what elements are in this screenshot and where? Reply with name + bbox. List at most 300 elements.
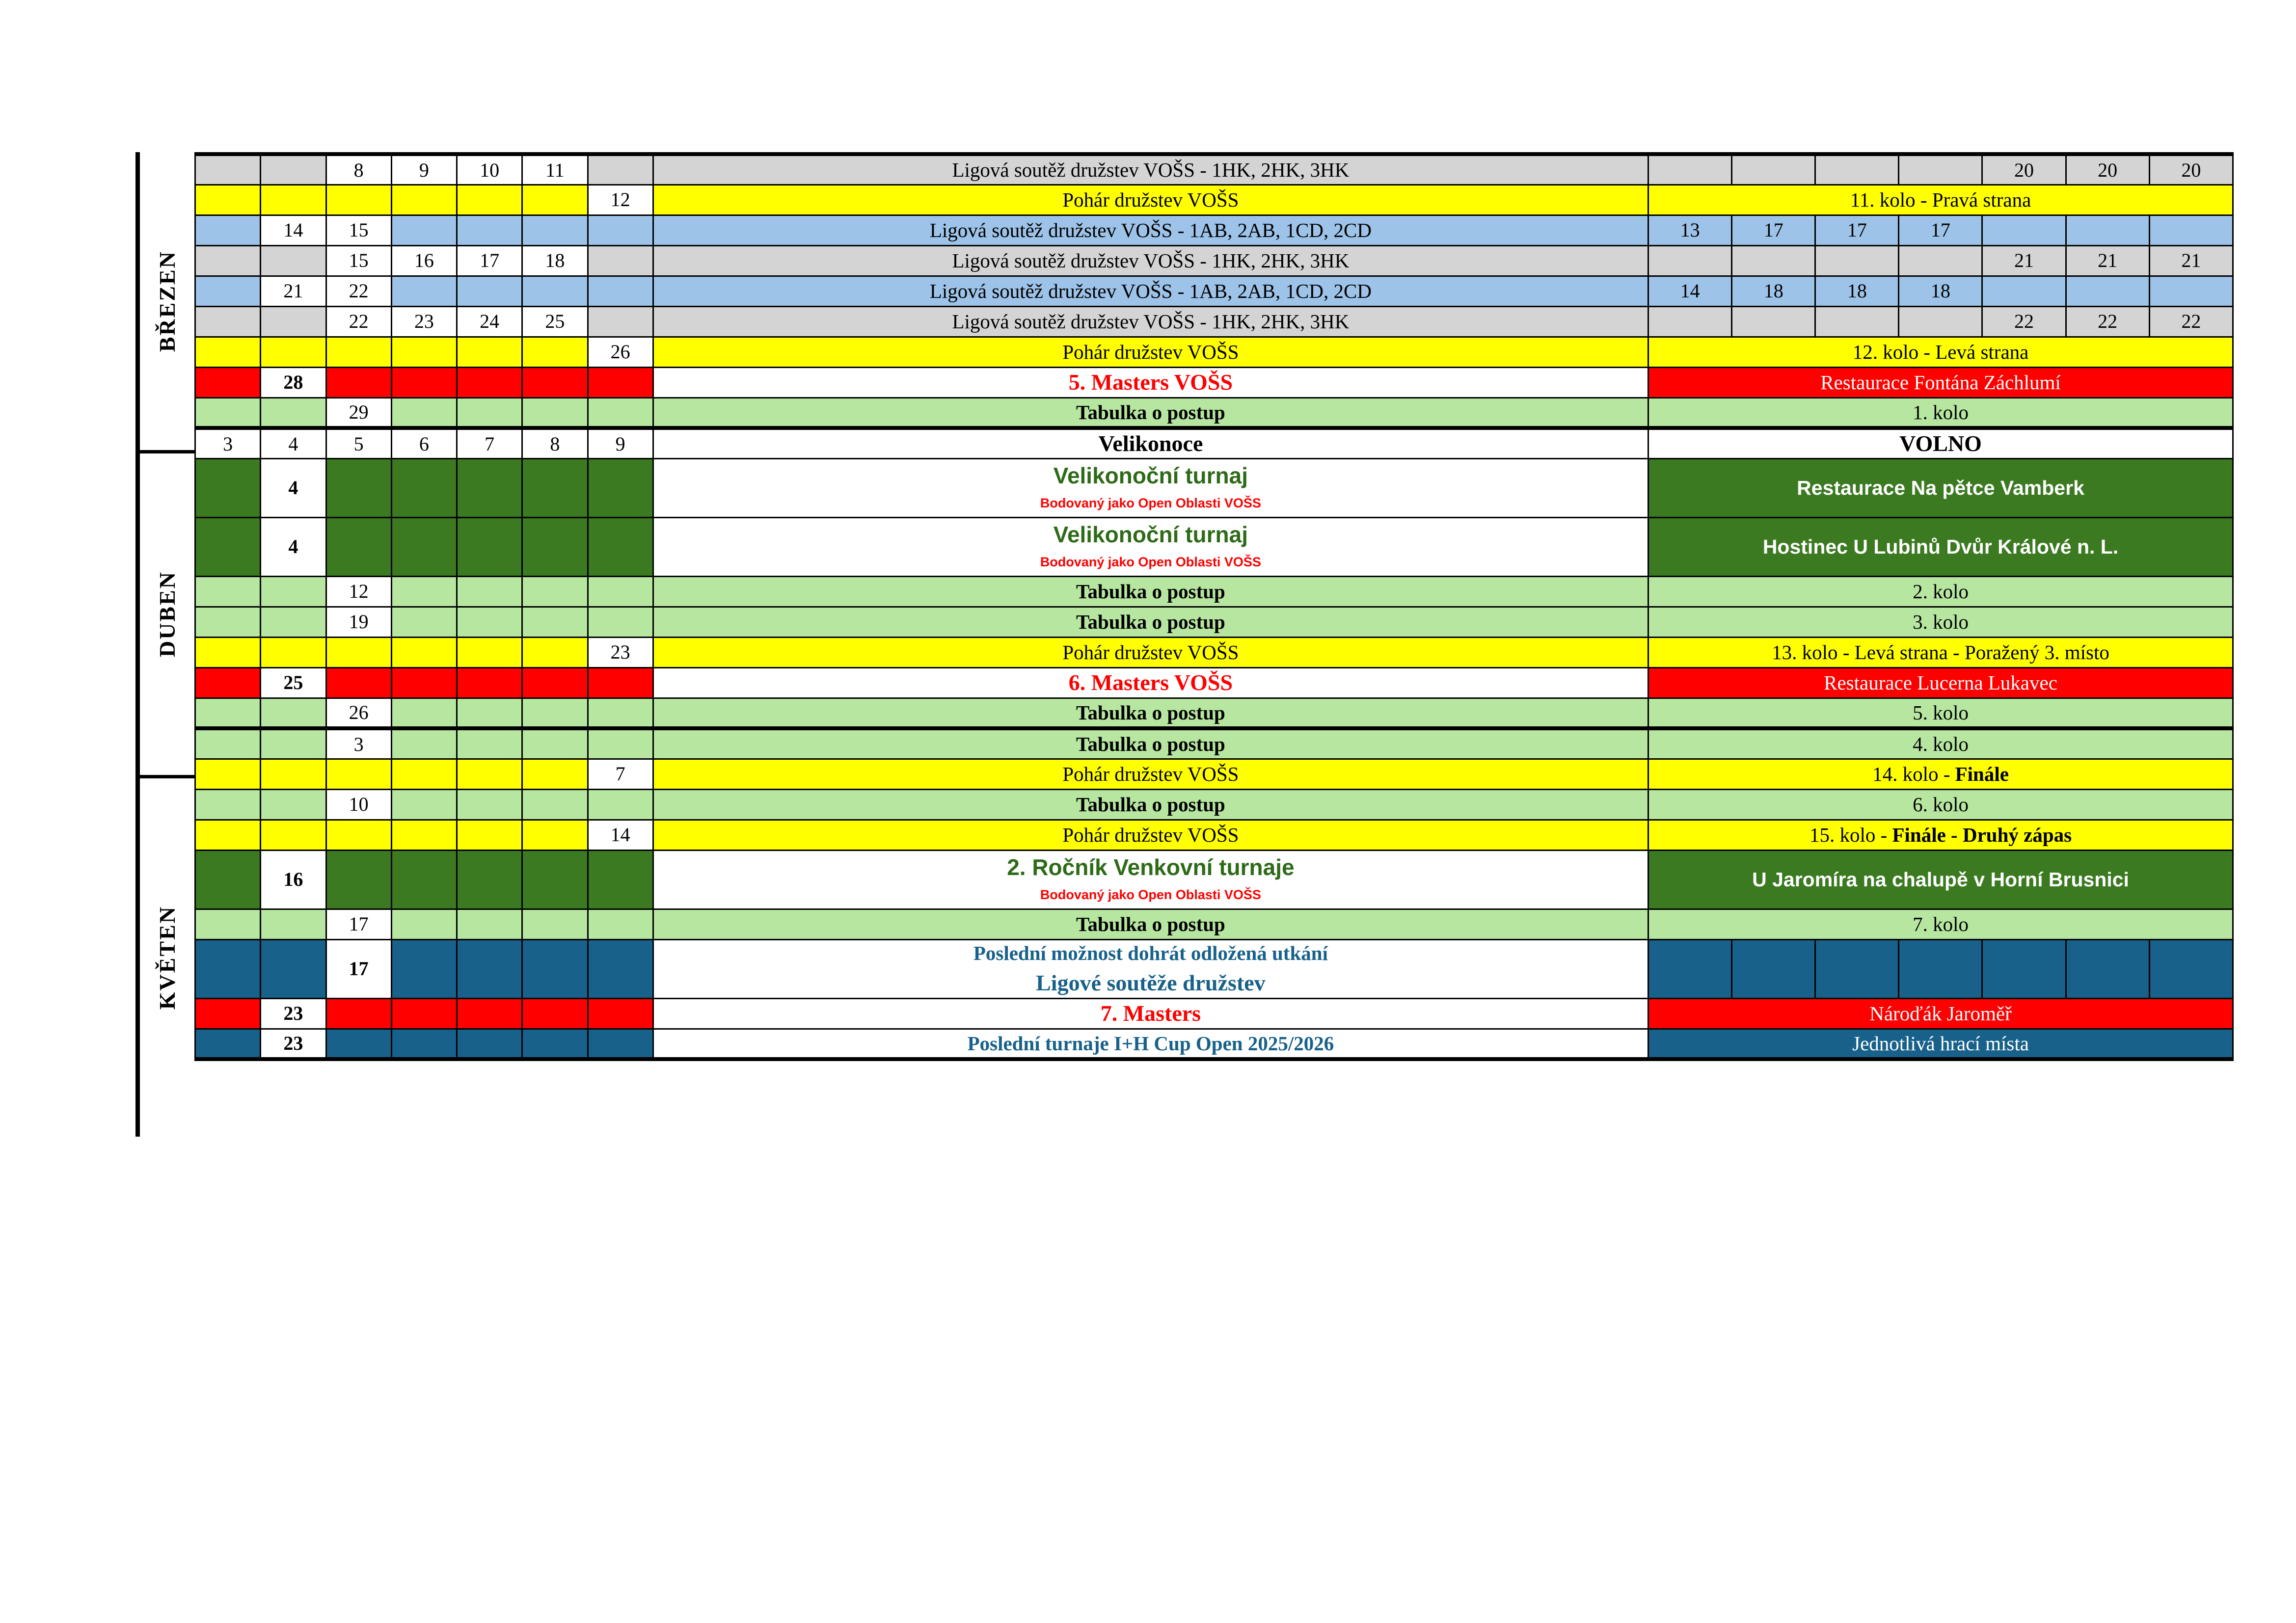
right-day-cell: [2149, 276, 2233, 306]
day-cell: 12: [326, 576, 391, 607]
day-cell: 8: [522, 428, 588, 458]
day-cell: [195, 185, 261, 215]
day-cell: [195, 517, 261, 576]
event-title: Ligová soutěž družstev VOŠS - 1HK, 2HK, 3HK: [952, 159, 1350, 182]
venue-text: Hostinec U Lubinů Dvůr Králové n. L.: [1762, 535, 2119, 558]
right-day-cell: [1732, 306, 1815, 337]
day-cell: [588, 607, 653, 637]
day-cell: [588, 998, 653, 1029]
venue-text-emphasis: Finále - Druhý zápas: [1892, 823, 2072, 846]
month-label: KVĚTEN: [155, 905, 180, 1010]
month-label: BŘEZEN: [155, 250, 180, 352]
event-title-cell: [653, 909, 1648, 939]
day-cell: [326, 998, 391, 1029]
day-cell: [195, 939, 261, 998]
venue-cell: [1648, 1029, 2233, 1059]
right-day-cell: [1815, 306, 1899, 337]
event-title-cell: [653, 759, 1648, 789]
table-row: [195, 998, 2233, 1029]
event-title: Pohár družstev VOŠS: [1062, 340, 1239, 363]
day-cell: [522, 698, 588, 728]
right-day-cell: 17: [1815, 215, 1899, 245]
event-title: 6. Masters VOŠS: [1068, 670, 1233, 695]
right-day-cell: 18: [1815, 276, 1899, 306]
day-cell: [588, 517, 653, 576]
day-cell: [588, 698, 653, 728]
venue-text: 6. kolo: [1913, 793, 1969, 816]
day-cell: [588, 306, 653, 337]
table-row: [195, 185, 2233, 215]
day-cell: 17: [457, 245, 522, 276]
venue-cell: [1648, 820, 2233, 850]
right-day-cell: [1982, 215, 2066, 245]
right-day-cell: 20: [2066, 154, 2149, 185]
venue-text: 2. kolo: [1913, 580, 1969, 603]
day-cell: [522, 759, 588, 789]
day-cell: [195, 337, 261, 367]
day-cell: [195, 1029, 261, 1059]
venue-cell: [1648, 728, 2233, 759]
day-cell: [522, 998, 588, 1029]
venue-cell: [1648, 367, 2233, 398]
day-cell: [457, 185, 522, 215]
day-cell: 3: [326, 728, 391, 759]
day-cell: [522, 939, 588, 998]
day-cell: [457, 789, 522, 820]
day-cell: 10: [326, 789, 391, 820]
day-cell: [588, 850, 653, 909]
day-cell: 22: [326, 276, 391, 306]
table-row: [195, 820, 2233, 850]
venue-cell: [1648, 759, 2233, 789]
right-day-cell: [2149, 939, 2233, 998]
event-title: Pohár družstev VOŠS: [1062, 762, 1239, 785]
right-day-cell: 13: [1648, 215, 1732, 245]
day-cell: [261, 185, 326, 215]
day-cell: 26: [326, 698, 391, 728]
day-cell: [457, 637, 522, 667]
day-cell: 4: [261, 517, 326, 576]
right-day-cell: [1899, 939, 1982, 998]
day-cell: [391, 337, 457, 367]
day-cell: [391, 517, 457, 576]
day-cell: 17: [326, 939, 391, 998]
day-cell: [326, 820, 391, 850]
table-row: [195, 276, 2233, 306]
table-row: [195, 367, 2233, 398]
table-row: [195, 458, 2233, 517]
event-title-cell: [653, 820, 1648, 850]
day-cell: 16: [391, 245, 457, 276]
event-title: Velikonoce: [1098, 431, 1203, 456]
day-cell: [261, 789, 326, 820]
event-title-cell: [653, 215, 1648, 245]
right-day-cell: 20: [1982, 154, 2066, 185]
day-cell: [195, 637, 261, 667]
day-cell: [522, 637, 588, 667]
table-row: [195, 245, 2233, 276]
venue-text: 4. kolo: [1913, 733, 1969, 756]
event-title: Tabulka o postup: [1076, 610, 1225, 633]
day-cell: [588, 576, 653, 607]
table-row: [195, 517, 2233, 576]
venue-cell: [1648, 398, 2233, 428]
venue-cell: [1648, 517, 2233, 576]
day-cell: [457, 607, 522, 637]
day-cell: [391, 939, 457, 998]
event-title: Poslední turnaje I+H Cup Open 2025/2026: [967, 1032, 1334, 1055]
day-cell: [326, 637, 391, 667]
event-title-cell: [653, 637, 1648, 667]
day-cell: [261, 637, 326, 667]
day-cell: [195, 909, 261, 939]
venue-text: 13. kolo - Levá strana - Poražený 3. místo: [1772, 640, 2109, 664]
day-cell: [457, 850, 522, 909]
day-cell: [391, 759, 457, 789]
venue-text: Restaurace Lucerna Lukavec: [1824, 671, 2057, 694]
event-scoring-note: Bodovaný jako Open Oblasti VOŠS: [1040, 554, 1261, 569]
day-cell: 7: [588, 759, 653, 789]
right-day-cell: [1815, 939, 1899, 998]
day-cell: [391, 215, 457, 245]
event-title-cell: [653, 517, 1648, 576]
right-day-cell: 21: [2066, 245, 2149, 276]
day-cell: [457, 337, 522, 367]
day-cell: [522, 398, 588, 428]
event-title: Tabulka o postup: [1076, 912, 1225, 935]
day-cell: [326, 185, 391, 215]
day-cell: [391, 820, 457, 850]
venue-cell: [1648, 789, 2233, 820]
day-cell: 23: [261, 1029, 326, 1059]
day-cell: [457, 998, 522, 1029]
day-cell: [391, 728, 457, 759]
venue-text-lead: 14. kolo -: [1872, 762, 1955, 785]
day-cell: 22: [326, 306, 391, 337]
right-day-cell: 17: [1899, 215, 1982, 245]
day-cell: [588, 398, 653, 428]
right-day-cell: 21: [1982, 245, 2066, 276]
event-title: Ligová soutěž družstev VOŠS - 1AB, 2AB, 1CD, 2CD: [929, 279, 1372, 302]
event-title: Velikonoční turnaj: [1053, 522, 1248, 548]
day-cell: [195, 276, 261, 306]
event-title: Ligová soutěž družstev VOŠS - 1HK, 2HK, 3HK: [952, 249, 1350, 272]
right-day-cell: 22: [2149, 306, 2233, 337]
day-cell: [522, 850, 588, 909]
day-cell: [522, 367, 588, 398]
venue-text: 1. kolo: [1913, 400, 1969, 424]
day-cell: [391, 276, 457, 306]
day-cell: [457, 367, 522, 398]
day-cell: [522, 789, 588, 820]
day-cell: [522, 215, 588, 245]
event-title-cell: [653, 276, 1648, 306]
day-cell: [391, 698, 457, 728]
venue-text: 12. kolo - Levá strana: [1852, 340, 2029, 363]
day-cell: 16: [261, 850, 326, 909]
right-day-cell: [1648, 154, 1732, 185]
day-cell: [261, 698, 326, 728]
right-day-cell: [2066, 215, 2149, 245]
table-row: [195, 939, 2233, 998]
day-cell: [195, 215, 261, 245]
day-cell: 25: [522, 306, 588, 337]
event-title: Pohár družstev VOŠS: [1062, 823, 1239, 846]
venue-cell: [1648, 458, 2233, 517]
day-cell: [588, 789, 653, 820]
day-cell: 10: [457, 154, 522, 185]
day-cell: [391, 398, 457, 428]
event-title: Poslední možnost dohrát odložená utkání: [973, 942, 1328, 965]
day-cell: [588, 367, 653, 398]
table-row: [195, 759, 2233, 789]
day-cell: [326, 458, 391, 517]
event-title: Pohár družstev VOŠS: [1062, 188, 1239, 211]
day-cell: 15: [326, 215, 391, 245]
day-cell: [391, 576, 457, 607]
day-cell: [457, 398, 522, 428]
day-cell: [391, 909, 457, 939]
table-row: [195, 154, 2233, 185]
day-cell: 29: [326, 398, 391, 428]
right-day-cell: [1815, 154, 1899, 185]
right-day-cell: 18: [1732, 276, 1815, 306]
event-title-cell: [653, 698, 1648, 728]
right-day-cell: [2149, 215, 2233, 245]
day-cell: [457, 939, 522, 998]
table-row: [195, 667, 2233, 698]
day-cell: [195, 576, 261, 607]
right-day-cell: [1648, 306, 1732, 337]
right-day-cell: 14: [1648, 276, 1732, 306]
day-cell: [195, 306, 261, 337]
event-title: Tabulka o postup: [1076, 701, 1225, 724]
table-row: [195, 576, 2233, 607]
event-title-cell: [653, 185, 1648, 215]
day-cell: [261, 759, 326, 789]
day-cell: [261, 306, 326, 337]
day-cell: [522, 276, 588, 306]
season-calendar-table: [194, 152, 2234, 1061]
event-title: 2. Ročník Venkovní turnaje: [1007, 854, 1295, 880]
day-cell: [261, 820, 326, 850]
day-cell: [261, 939, 326, 998]
day-cell: [326, 667, 391, 698]
day-cell: 17: [326, 909, 391, 939]
event-title: Ligová soutěž družstev VOŠS - 1AB, 2AB, 1CD, 2CD: [929, 218, 1372, 241]
venue-text: Restaurace Fontána Záchlumí: [1820, 371, 2061, 394]
day-cell: [588, 245, 653, 276]
venue-text: 3. kolo: [1913, 610, 1969, 633]
table-row: [195, 1029, 2233, 1059]
day-cell: [195, 667, 261, 698]
event-scoring-note: Bodovaný jako Open Oblasti VOŠS: [1040, 495, 1261, 510]
day-cell: [261, 576, 326, 607]
day-cell: 9: [391, 154, 457, 185]
table-row: [195, 728, 2233, 759]
month-label: DUBEN: [155, 571, 180, 658]
day-cell: [457, 759, 522, 789]
day-cell: [588, 458, 653, 517]
day-cell: 14: [261, 215, 326, 245]
day-cell: [391, 607, 457, 637]
table-row: [195, 698, 2233, 728]
event-title-cell: [653, 850, 1648, 909]
day-cell: [522, 607, 588, 637]
day-cell: [261, 398, 326, 428]
day-cell: [195, 789, 261, 820]
day-cell: [457, 1029, 522, 1059]
event-title: Tabulka o postup: [1076, 733, 1225, 756]
event-title: Pohár družstev VOŠS: [1062, 640, 1239, 664]
day-cell: 23: [588, 637, 653, 667]
day-cell: [326, 759, 391, 789]
event-title-cell: [653, 607, 1648, 637]
right-day-cell: 20: [2149, 154, 2233, 185]
venue-cell: [1648, 637, 2233, 667]
venue-cell: [1648, 998, 2233, 1029]
event-title-cell: [653, 998, 1648, 1029]
table-row: [195, 306, 2233, 337]
event-title: 5. Masters VOŠS: [1068, 370, 1233, 395]
day-cell: [261, 607, 326, 637]
day-cell: [522, 909, 588, 939]
event-title: Tabulka o postup: [1076, 580, 1225, 603]
day-cell: 21: [261, 276, 326, 306]
right-day-cell: [1732, 154, 1815, 185]
day-cell: [588, 276, 653, 306]
month-rail: [135, 152, 194, 1137]
right-day-cell: [1732, 245, 1815, 276]
day-cell: [195, 698, 261, 728]
event-title-cell: [653, 245, 1648, 276]
day-cell: 4: [261, 458, 326, 517]
day-cell: [326, 1029, 391, 1059]
day-cell: [588, 939, 653, 998]
month-section-květen: [140, 778, 194, 1137]
day-cell: [588, 728, 653, 759]
day-cell: [261, 154, 326, 185]
right-day-cell: 17: [1732, 215, 1815, 245]
day-cell: 9: [588, 428, 653, 458]
table-row: [195, 789, 2233, 820]
venue-cell: [1648, 576, 2233, 607]
venue-cell: [1648, 667, 2233, 698]
event-scoring-note: Bodovaný jako Open Oblasti VOŠS: [1040, 887, 1261, 902]
day-cell: 24: [457, 306, 522, 337]
day-cell: 8: [326, 154, 391, 185]
day-cell: [457, 820, 522, 850]
event-title-cell: [653, 728, 1648, 759]
day-cell: 26: [588, 337, 653, 367]
month-section-březen: [140, 152, 194, 453]
event-title-cell: [653, 398, 1648, 428]
event-title: 7. Masters: [1100, 1001, 1201, 1026]
day-cell: [457, 909, 522, 939]
day-cell: [522, 667, 588, 698]
day-cell: [195, 367, 261, 398]
day-cell: [522, 576, 588, 607]
day-cell: [195, 607, 261, 637]
venue-text: U Jaromíra na chalupě v Horní Brusnici: [1752, 868, 2129, 891]
right-day-cell: [1648, 245, 1732, 276]
day-cell: 5: [326, 428, 391, 458]
day-cell: 4: [261, 428, 326, 458]
day-cell: [391, 185, 457, 215]
day-cell: [195, 245, 261, 276]
event-title: Tabulka o postup: [1076, 793, 1225, 816]
day-cell: [391, 1029, 457, 1059]
day-cell: [522, 728, 588, 759]
day-cell: [457, 698, 522, 728]
day-cell: [522, 517, 588, 576]
table-row: [195, 850, 2233, 909]
venue-text: 11. kolo - Pravá strana: [1850, 188, 2031, 211]
venue-text: 7. kolo: [1913, 912, 1969, 935]
event-title-cell: [653, 789, 1648, 820]
day-cell: [588, 909, 653, 939]
venue-cell: [1648, 185, 2233, 215]
day-cell: 23: [261, 998, 326, 1029]
event-title-cell: [653, 939, 1648, 998]
venue-text: 5. kolo: [1913, 701, 1969, 724]
right-day-cell: [1899, 306, 1982, 337]
day-cell: [457, 576, 522, 607]
day-cell: [522, 458, 588, 517]
event-title-cell: [653, 337, 1648, 367]
right-day-cell: 21: [2149, 245, 2233, 276]
day-cell: [391, 637, 457, 667]
event-title: Ligová soutěž družstev VOŠS - 1HK, 2HK, 3HK: [952, 310, 1350, 333]
day-cell: [195, 398, 261, 428]
right-day-cell: [2066, 939, 2149, 998]
table-row: [195, 398, 2233, 428]
day-cell: [195, 154, 261, 185]
day-cell: [588, 154, 653, 185]
table-row: [195, 215, 2233, 245]
venue-text-lead: 15. kolo -: [1809, 823, 1892, 846]
table-row: [195, 428, 2233, 458]
day-cell: [391, 850, 457, 909]
day-cell: [261, 245, 326, 276]
day-cell: [391, 998, 457, 1029]
day-cell: [195, 728, 261, 759]
day-cell: [391, 458, 457, 517]
day-cell: [195, 820, 261, 850]
day-cell: [457, 728, 522, 759]
event-subtitle-major: Ligové soutěže družstev: [1036, 970, 1266, 996]
event-title-cell: [653, 576, 1648, 607]
venue-cell: [1648, 607, 2233, 637]
day-cell: [457, 517, 522, 576]
day-cell: [195, 759, 261, 789]
right-day-cell: [1732, 939, 1815, 998]
right-day-cell: [2066, 276, 2149, 306]
day-cell: 25: [261, 667, 326, 698]
venue-cell: [1648, 850, 2233, 909]
day-cell: [522, 185, 588, 215]
day-cell: 23: [391, 306, 457, 337]
day-cell: [195, 850, 261, 909]
day-cell: [261, 909, 326, 939]
day-cell: [457, 667, 522, 698]
day-cell: 18: [522, 245, 588, 276]
day-cell: 7: [457, 428, 522, 458]
day-cell: [261, 728, 326, 759]
day-cell: [195, 998, 261, 1029]
event-title: Tabulka o postup: [1076, 400, 1225, 424]
day-cell: 14: [588, 820, 653, 850]
